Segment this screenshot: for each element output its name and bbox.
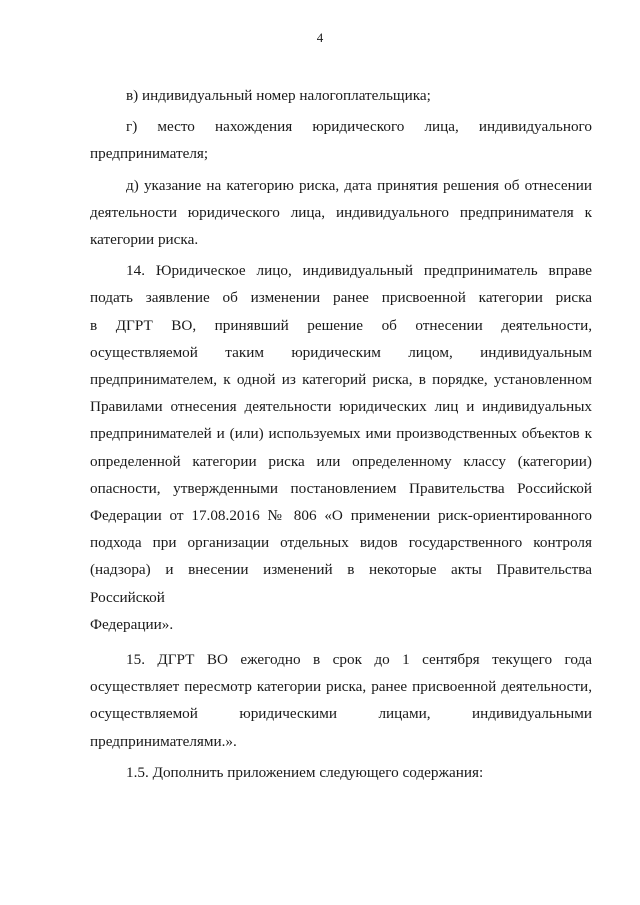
text-line: в) индивидуальный номер налогоплательщика; [126, 87, 431, 104]
text-line: (надзора) и внесении изменений в некоторые акты Правительства Российской [90, 561, 592, 606]
text-line: 14. Юридическое лицо, индивидуальный предприниматель вправе [126, 262, 592, 280]
text-line: предпринимателя; [90, 145, 209, 163]
paragraph-item-d [90, 172, 592, 254]
text-line: осуществляемой таким юридическим лицом, индивидуальным [90, 343, 592, 361]
paragraph-clause-1-5 [90, 759, 592, 786]
text-line: 15. ДГРТ ВО ежегодно в срок до 1 сентября текущего года [126, 651, 592, 669]
text-line: определенной категории риска или определенному классу (категории) [90, 452, 592, 470]
text-line: категории риска. [90, 231, 199, 249]
text-line: осуществляемой юридическими лицами, индивидуальными [90, 705, 592, 723]
text-line: подхода при организации отдельных видов государственного контроля [90, 534, 592, 552]
text-line: Федерации от 17.08.2016 № 806 «О применении риск-ориентированного [90, 507, 592, 525]
document-body [90, 82, 592, 786]
text-line: д) указание на категорию риска, дата принятия решения об отнесении [126, 176, 592, 194]
text-line: Федерации». [90, 615, 174, 633]
page-number: 4 [316, 30, 324, 45]
paragraph-item-g [90, 113, 592, 167]
text-line: предпринимателей и (или) используемых ими производственных объектов к [90, 425, 592, 443]
text-line: опасности, утвержденными постановлением Правительства Российской [90, 479, 592, 497]
text-line: Правилами отнесения деятельности юридических лиц и индивидуальных [90, 398, 592, 416]
paragraph-item-v [90, 82, 592, 109]
text-line: подать заявление об изменении ранее присвоенной категории риска [90, 289, 592, 307]
paragraph-clause-14 [90, 257, 592, 638]
text-line: предпринимателями.». [90, 732, 237, 750]
text-line: в ДГРТ ВО, принявший решение об отнесении деятельности, [90, 316, 592, 334]
paragraph-clause-15 [90, 646, 592, 755]
text-line: г) место нахождения юридического лица, индивидуального [126, 118, 592, 136]
text-line: 1.5. Дополнить приложением следующего содержания: [126, 763, 484, 781]
text-line: предпринимателем, к одной из категорий риска, в порядке, установленном [90, 371, 592, 389]
text-line: осуществляет пересмотр категории риска, ранее присвоенной деятельности, [90, 678, 592, 696]
text-line: деятельности юридического лица, индивидуального предпринимателя к [90, 203, 592, 221]
